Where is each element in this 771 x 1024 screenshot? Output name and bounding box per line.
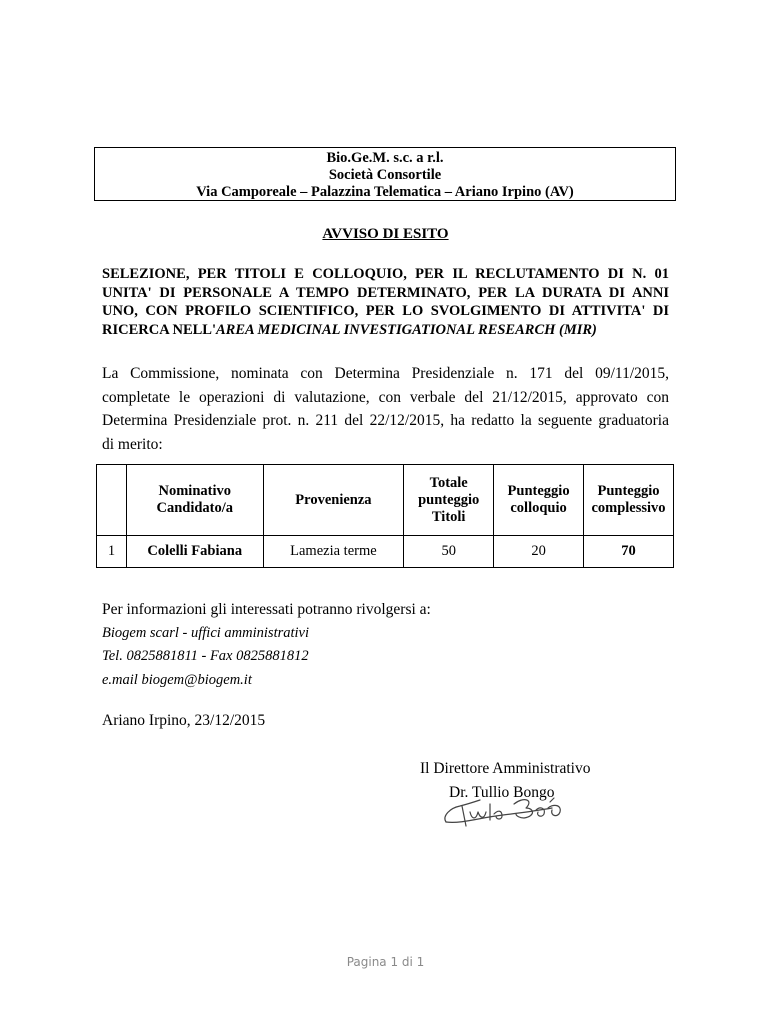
score-complessivo: 70 xyxy=(584,536,674,568)
director-name: Dr. Tullio Bongo xyxy=(449,784,555,801)
selection-line-3: UNO, CON PROFILO SCIENTIFICO, PER LO SVOLGIMENTO DI ATTIVITA' DI xyxy=(102,303,669,319)
header-totale-titoli: Totale punteggio Titoli xyxy=(404,465,494,536)
document-title: AVVISO DI ESITO xyxy=(322,226,449,242)
candidate-origin: Lamezia terme xyxy=(263,536,404,568)
intro-line-2: completate le operazioni di valutazione, con verbale del 21/12/2015, approvato con xyxy=(102,388,669,406)
intro-paragraph xyxy=(102,362,669,456)
header-complessivo: Punteggio complessivo xyxy=(584,465,674,536)
company-type: Società Consortile xyxy=(328,167,442,183)
intro-line-3: Determina Presidenziale prot. n. 211 del 22/12/2015, ha redatto la seguente graduatoria xyxy=(102,412,669,429)
selection-line-4 xyxy=(102,321,669,340)
selection-heading xyxy=(102,265,669,339)
candidate-name: Colelli Fabiana xyxy=(126,536,263,568)
contact-office: Biogem scarl - uffici amministrativi xyxy=(102,624,310,641)
header-provenienza: Provenienza xyxy=(263,465,404,536)
director-title: Il Direttore Amministrativo xyxy=(420,760,591,777)
ranking-table xyxy=(96,464,674,568)
table-row xyxy=(97,536,674,568)
score-titoli: 50 xyxy=(404,536,494,568)
row-number: 1 xyxy=(97,536,127,568)
score-colloquio: 20 xyxy=(494,536,584,568)
contact-info xyxy=(102,598,431,692)
selection-line-4-prefix: RICERCA NELL' xyxy=(102,321,217,338)
header-colloquio: Punteggio colloquio xyxy=(494,465,584,536)
header-number xyxy=(97,465,127,536)
company-header-box xyxy=(94,147,676,201)
page-footer: Pagina 1 di 1 xyxy=(346,955,425,969)
selection-line-2: UNITA' DI PERSONALE A TEMPO DETERMINATO, PER LA DURATA DI ANNI xyxy=(102,284,669,301)
contact-intro: Per informazioni gli interessati potranno rivolgersi a: xyxy=(102,601,431,618)
table-header-row xyxy=(97,465,674,536)
place-date: Ariano Irpino, 23/12/2015 xyxy=(102,712,266,729)
handwritten-signature xyxy=(440,786,570,830)
company-address: Via Camporeale – Palazzina Telematica – Ariano Irpino (AV) xyxy=(196,184,574,200)
selection-area-name: AREA MEDICINAL INVESTIGATIONAL RESEARCH (MIR) xyxy=(216,321,597,338)
contact-email: e.mail biogem@biogem.it xyxy=(102,671,252,688)
selection-line-1: SELEZIONE, PER TITOLI E COLLOQUIO, PER IL RECLUTAMENTO DI N. 01 xyxy=(102,266,669,282)
intro-line-4: di merito: xyxy=(102,435,163,453)
intro-line-1: La Commissione, nominata con Determina Presidenziale n. 171 del 09/11/2015, xyxy=(102,365,669,382)
header-nominativo: Nominativo Candidato/a xyxy=(126,465,263,536)
company-name: Bio.Ge.M. s.c. a r.l. xyxy=(326,150,444,166)
contact-phone: Tel. 0825881811 - Fax 0825881812 xyxy=(102,648,309,664)
